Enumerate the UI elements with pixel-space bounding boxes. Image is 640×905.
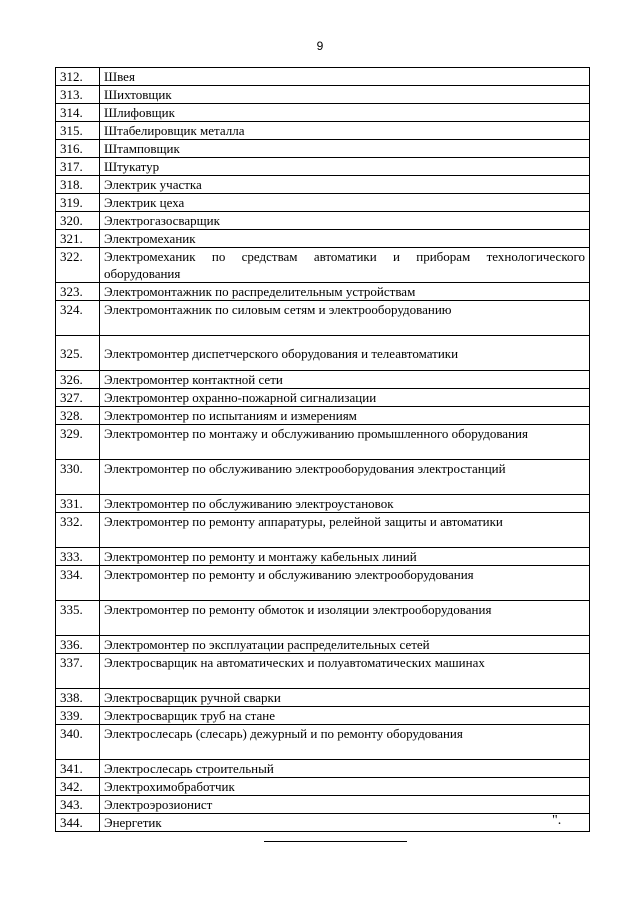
table-row <box>56 601 590 636</box>
row-number: 332. <box>56 513 100 548</box>
profession-name: Электросварщик на автоматических и полуавтоматических машинах <box>100 654 590 689</box>
profession-name: Электрохимобработчик <box>100 778 590 796</box>
row-number: 342. <box>56 778 100 796</box>
profession-name: Электрик цеха <box>100 194 590 212</box>
row-number: 317. <box>56 158 100 176</box>
row-number: 314. <box>56 104 100 122</box>
row-number: 320. <box>56 212 100 230</box>
profession-name: Электромонтер по обслуживанию электроустановок <box>100 495 590 513</box>
profession-name: Электромонтер по ремонту аппаратуры, релейной защиты и автоматики <box>100 513 590 548</box>
row-number: 341. <box>56 760 100 778</box>
profession-table <box>55 67 590 832</box>
profession-name: Электроэрозионист <box>100 796 590 814</box>
row-number: 319. <box>56 194 100 212</box>
profession-name: Электрик участка <box>100 176 590 194</box>
profession-name: Электромеханик <box>100 230 590 248</box>
row-number: 326. <box>56 371 100 389</box>
profession-name: Электромонтажник по силовым сетям и электрооборудованию <box>100 301 590 336</box>
row-number: 333. <box>56 548 100 566</box>
row-number: 316. <box>56 140 100 158</box>
table-row <box>56 495 590 513</box>
row-number: 339. <box>56 707 100 725</box>
table-row <box>56 566 590 601</box>
row-number: 327. <box>56 389 100 407</box>
row-number: 344. <box>56 814 100 832</box>
profession-table-body <box>56 68 590 832</box>
row-number: 324. <box>56 301 100 336</box>
profession-name: Электромонтер по ремонту обмоток и изоляции электрооборудования <box>100 601 590 636</box>
table-row <box>56 689 590 707</box>
table-row <box>56 460 590 495</box>
profession-name: Электромонтер контактной сети <box>100 371 590 389</box>
profession-name: Электромонтер по испытаниям и измерениям <box>100 407 590 425</box>
table-row <box>56 158 590 176</box>
table-row <box>56 389 590 407</box>
table-row <box>56 636 590 654</box>
profession-name: Штамповщик <box>100 140 590 158</box>
profession-name: Электросварщик ручной сварки <box>100 689 590 707</box>
row-number: 335. <box>56 601 100 636</box>
row-number: 325. <box>56 336 100 371</box>
row-number: 336. <box>56 636 100 654</box>
table-row <box>56 760 590 778</box>
table-row <box>56 707 590 725</box>
row-number: 328. <box>56 407 100 425</box>
profession-name: Швея <box>100 68 590 86</box>
table-row <box>56 548 590 566</box>
profession-name: Электромонтер по эксплуатации распределительных сетей <box>100 636 590 654</box>
table-row <box>56 86 590 104</box>
table-row <box>56 283 590 301</box>
page-number: 9 <box>316 39 324 53</box>
row-number: 334. <box>56 566 100 601</box>
closing-quote-mark: ". <box>552 813 562 828</box>
table-row <box>56 371 590 389</box>
row-number: 312. <box>56 68 100 86</box>
profession-name: Электрослесарь (слесарь) дежурный и по ремонту оборудования <box>100 725 590 760</box>
profession-name: Электромонтер по ремонту и монтажу кабельных линий <box>100 548 590 566</box>
row-number: 338. <box>56 689 100 707</box>
table-row <box>56 122 590 140</box>
profession-name: Электромонтер диспетчерского оборудования и телеавтоматики <box>100 336 590 371</box>
table-row <box>56 425 590 460</box>
row-number: 323. <box>56 283 100 301</box>
table-row <box>56 778 590 796</box>
row-number: 329. <box>56 425 100 460</box>
row-number: 330. <box>56 460 100 495</box>
table-row <box>56 248 590 283</box>
row-number: 318. <box>56 176 100 194</box>
table-row <box>56 104 590 122</box>
profession-name: Энергетик <box>100 814 590 832</box>
profession-name: Шлифовщик <box>100 104 590 122</box>
profession-name: Штабелировщик металла <box>100 122 590 140</box>
profession-name: Электромеханик по средствам автоматики и приборам технологического оборудования <box>100 248 590 283</box>
row-number: 343. <box>56 796 100 814</box>
profession-name: Электромонтажник по распределительным устройствам <box>100 283 590 301</box>
row-number: 315. <box>56 122 100 140</box>
table-row <box>56 68 590 86</box>
profession-name: Электромонтер охранно-пожарной сигнализации <box>100 389 590 407</box>
table-row <box>56 814 590 832</box>
profession-name: Шихтовщик <box>100 86 590 104</box>
table-row <box>56 212 590 230</box>
table-row <box>56 513 590 548</box>
row-number: 331. <box>56 495 100 513</box>
table-row <box>56 194 590 212</box>
row-number: 313. <box>56 86 100 104</box>
row-number: 337. <box>56 654 100 689</box>
table-row <box>56 140 590 158</box>
table-row <box>56 230 590 248</box>
table-row <box>56 796 590 814</box>
table-row <box>56 407 590 425</box>
table-row <box>56 336 590 371</box>
row-number: 321. <box>56 230 100 248</box>
table-row <box>56 725 590 760</box>
end-divider-line <box>264 841 407 842</box>
profession-name: Электрослесарь строительный <box>100 760 590 778</box>
table-row <box>56 654 590 689</box>
profession-name: Электромонтер по обслуживанию электрооборудования электростанций <box>100 460 590 495</box>
profession-name: Электромонтер по ремонту и обслуживанию электрооборудования <box>100 566 590 601</box>
row-number: 340. <box>56 725 100 760</box>
row-number: 322. <box>56 248 100 283</box>
profession-name: Электросварщик труб на стане <box>100 707 590 725</box>
profession-name: Штукатур <box>100 158 590 176</box>
profession-name: Электромонтер по монтажу и обслуживанию промышленного оборудования <box>100 425 590 460</box>
profession-name: Электрогазосварщик <box>100 212 590 230</box>
table-row <box>56 301 590 336</box>
table-row <box>56 176 590 194</box>
